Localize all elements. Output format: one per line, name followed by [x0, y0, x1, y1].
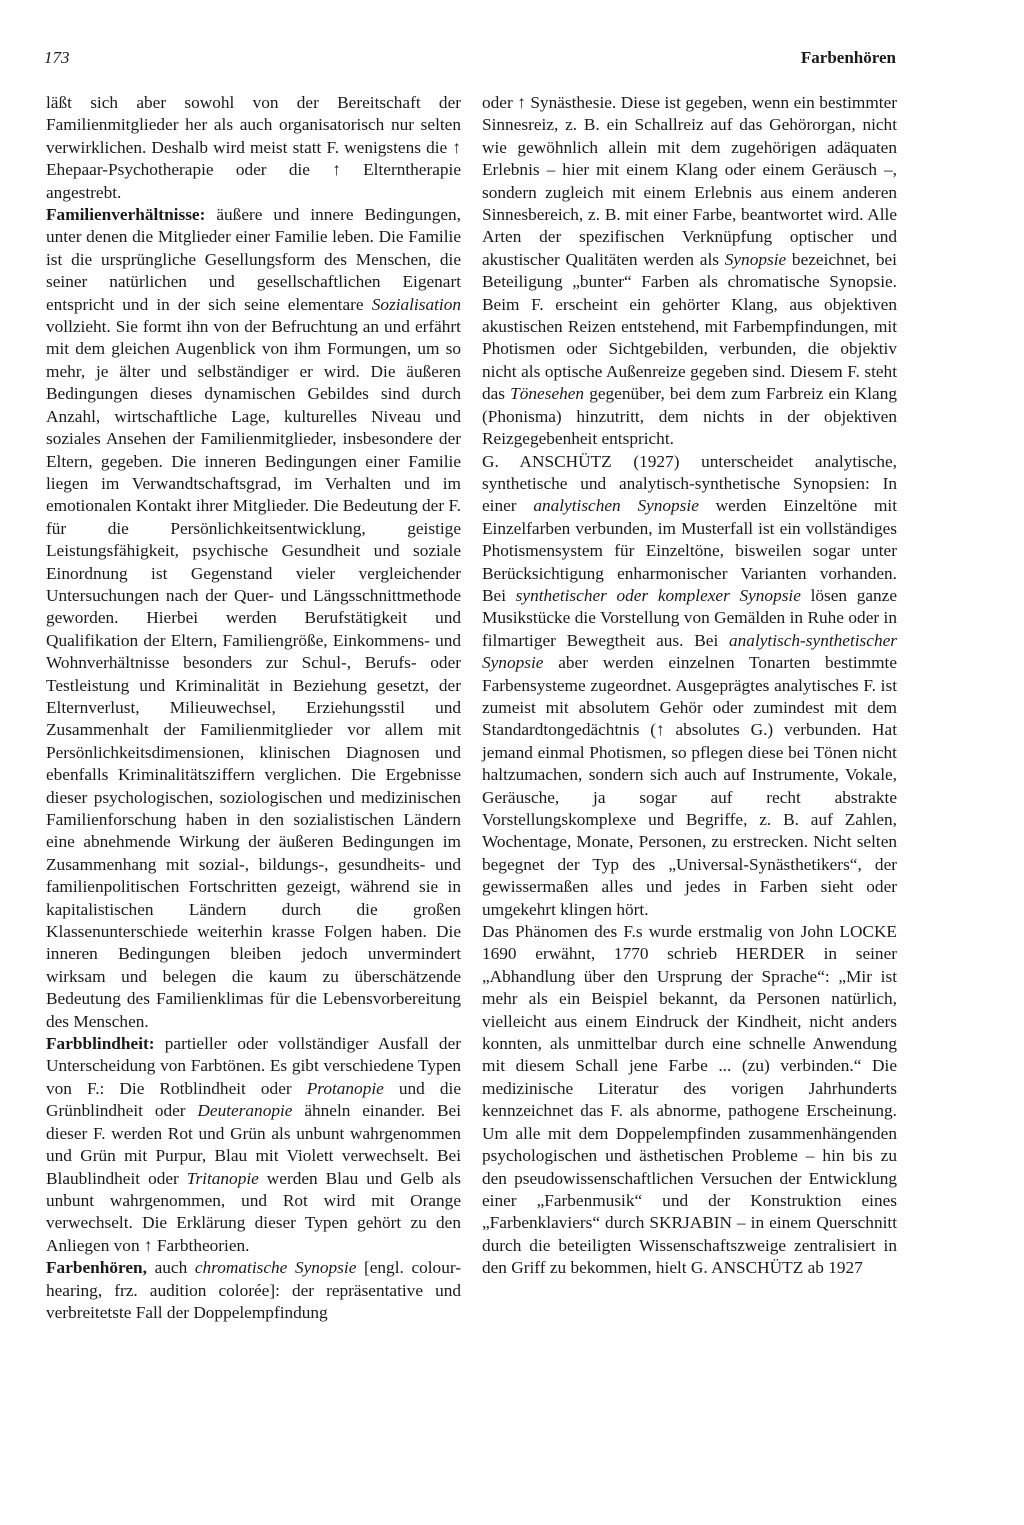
entry-term: Farbenhören,: [46, 1258, 147, 1278]
italic-term: Sozialisation: [371, 294, 461, 314]
italic-term: analytisch-synthetischer Synopsie: [482, 630, 897, 673]
text-run: vollzieht. Sie formt ihn von der Befruchtung an und erfährt mit dem gleichen Augenblick von ihm Formungen, um so mehr, je älter und selbständiger er wird. Die äußeren Bedingungen dieses dynamischen Gebildes sind durch Anzahl, wirtschaftliche Lage, kulturelles Niveau und soziales Ansehen der Familienmitglieder, insbesondere der Eltern, gegeben. Die inneren Bedingungen einer Familie liegen im Verwandtschaftsgrad, im Verhalten und im emotionalen Kontakt ihrer Mitglieder. Die Bedeutung der F. für die Persönlichkeitsentwicklung, geistige Leistungsfähigkeit, psychische Gesundheit und soziale Einordnung ist Gegenstand vieler vergleichender Untersuchungen nach der Quer- und Längsschnittmethode geworden. Hierbei werden Berufstätigkeit und Qualifikation der Eltern, Familiengröße, Einkommens- und Wohnverhältnisse besonders zur Schul-, Berufs- oder Testleistung und Kriminalität in Beziehung gesetzt, der Elternverlust, Milieuwechsel, Erziehungsstil und Zusammenhalt der Familienmitglieder vor allem mit Persönlichkeitsdimensionen, klinischen Diagnosen und ebenfalls Kriminalitätsziffern verglichen. Die Ergebnisse dieser psychologischen, soziologischen und medizinischen Familienforschung haben in den sozialistischen Ländern eine abnehmende Wirkung der äußeren Bedingungen im Zusammenhang mit sozial-, bildungs-, gesundheits- und familienpolitischen Fortschritten gezeigt, während sie in kapitalistischen Ländern durch die großen Klassenunterschiede weiterhin krasse Folgen haben. Die inneren Bedingungen bleiben jedoch unvermindert wirksam und belegen die kaum zu überschätzende Bedeutung des Familienklimas für die Lebensvorbereitung des Menschen.: [46, 317, 461, 1031]
entry-farbblindheit: [46, 1033, 461, 1257]
paragraph-continuation: [46, 92, 461, 204]
entry-term: Farbblindheit:: [46, 1034, 155, 1054]
text-run: partieller oder vollständiger Ausfall der Unterscheidung von Farbtönen. Es gibt verschiedene Typen von F.: Die Rotblindheit oder: [46, 1034, 461, 1098]
text-run: lösen ganze Musikstücke die Vorstellung von Gemälden in Ruhe oder in filmartiger Bewegtheit aus. Bei: [482, 585, 897, 650]
text-run: auch: [146, 1258, 195, 1278]
text-run: äußere und innere Bedingungen, unter denen die Mitglieder einer Familie leben. Die Familie ist die ursprüngliche Gesellungsform des Menschen, die seiner natürlichen und gesellschaftlichen Eigenart entspricht und in der sich seine elementare: [46, 205, 461, 314]
page-number: 173: [44, 48, 70, 67]
text-run: werden Blau und Gelb als unbunt wahrgenommen, und Rot wird mit Orange verwechselt. Die Erklärung dieser Typen gehört zu den Anliegen von ↑ Farbtheorien.: [46, 1168, 461, 1255]
text-run: gegenüber, bei dem zum Farbreiz ein Klang (Phonisma) hinzutritt, dem nichts in der objektiven Reizgegebenheit entspricht.: [482, 384, 898, 449]
left-column: [46, 92, 461, 1324]
italic-term: analytischen Synopsie: [533, 496, 699, 516]
italic-term: synthetischer oder komplexer Synopsie: [515, 585, 801, 605]
text-run: und die Grünblindheit oder: [46, 1078, 461, 1121]
right-column: [482, 92, 897, 1280]
text-run: oder ↑ Synästhesie. Diese ist gegeben, wenn ein bestimmter Sinnesreiz, z. B. ein Schallreiz auf das Gehörorgan, nicht wie gewöhnlich allein mit dem zugehörigen adäquaten Erlebnis – hier mit einem Klang oder einem Geräusch –, sondern zugleich mit einem Erlebnis aus einem anderen Sinnesbereich, z. B. mit einer Farbe, beantwortet wird. Alle Arten der spezifischen Verknüpfung optischer und akustischer Qualitäten werden als: [482, 93, 897, 269]
entry-farbenhoeren: [46, 1257, 461, 1324]
paragraph-history: [482, 921, 897, 1280]
text-run: läßt sich aber sowohl von der Bereitschaft der Familienmitglieder her als auch organisatorisch nur selten verwirklichen. Deshalb wird meist statt F. wenigstens die ↑ Ehepaar-Psychotherapie oder die ↑ Elterntherapie angestrebt.: [46, 93, 461, 202]
italic-term: chromatische Synopsie: [194, 1258, 357, 1278]
running-head: Farbenhören: [800, 48, 896, 67]
text-run: Das Phänomen des F.s wurde erstmalig von John LOCKE 1690 erwähnt, 1770 schrieb HERDER in seiner „Abhandlung über den Ursprung der Sprache“: „Mir ist mehr als ein Beispiel bekannt, da Personen natürlich, vielleicht aus einem Eindruck der Kindheit, nicht anders konnten, als unmittelbar durch eine schnelle Anwendung mit diesem Schall jene Farbe ... (zu) verbinden.“ Die medizinische Literatur des vorigen Jahrhunderts kennzeichnet das F. als abnorme, pathogene Erscheinung. Um alle mit dem Doppelempfinden zusammenhängenden psychologischen und ästhetischen Probleme – hin bis zu den pseudowissenschaftlichen Versuchen der Entwicklung einer „Farbenmusik“ und der Konstruktion eines „Farbenklaviers“ durch SKRJABIN – in einem Querschnitt durch die beteiligten Wissenschaftszweige zentralisiert in den Griff zu bekommen, hielt G. ANSCHÜTZ ab 1927: [482, 922, 897, 1278]
italic-term: Synopsie: [724, 249, 787, 269]
text-run: aber werden einzelnen Tonarten bestimmte Farbensysteme zugeordnet. Ausgeprägtes analytisches F. ist zumeist mit absolutem Gehör oder zumindest mit dem Standardtongedächtnis (↑ absolutes G.) verbunden. Hat jemand einmal Photismen, so pflegen diese bei Tönen nicht haltzumachen, sondern sich auch auf Instrumente, Vokale, Geräusche, ja sogar auf recht abstrakte Vorstellungskomplexe und Begriffe, z. B. auf Zahlen, Wochentage, Monate, Personen, zu erstrecken. Nicht selten begegnet der Typ des „Universal-Synästhetikers“, der gewissermaßen alles und jedes in Farben sieht oder umgekehrt klingen hört.: [482, 653, 897, 919]
italic-term: Deuteranopie: [197, 1101, 293, 1121]
entry-term: Familienverhältnisse:: [46, 205, 206, 225]
italic-term: Tönesehen: [510, 384, 585, 404]
text-run: werden Einzeltöne mit Einzelfarben verbunden, im Musterfall ist ein vollständiges Photismensystem für Einzeltöne, bisweilen sogar unter Berücksichtigung enharmonischer Varianten vorhanden. Bei: [482, 496, 898, 605]
entry-familienverhaeltnisse: [46, 204, 461, 1033]
text-run: [engl. colour-hearing, frz. audition colorée]: der repräsentative und verbreitetste Fall der Doppelempfindung: [46, 1258, 462, 1322]
italic-term: Tritanopie: [186, 1168, 259, 1188]
text-run: bezeichnet, bei Beteiligung „bunter“ Farben als chromatische Synopsie. Beim F. erscheint ein gehörter Klang, aus objektiven akustischen Reizen entstehend, mit Farbempfindungen, mit Photismen oder Sichtgebilden, verbunden, die objektiv nicht als optische Außenreize gegeben sind. Diesem F. steht das: [482, 249, 897, 404]
paragraph-anschuetz: [482, 451, 897, 922]
italic-term: Protanopie: [306, 1078, 384, 1098]
paragraph-synaesthesie: [482, 92, 897, 451]
text-run: ähneln einander. Bei dieser F. werden Rot und Grün als unbunt wahrgenommen und Grün mit Purpur, Blau mit Violett verwechselt. Bei Blaublindheit oder: [46, 1101, 461, 1188]
text-run: G. ANSCHÜTZ (1927) unterscheidet analytische, synthetische und analytisch-synthetische Synopsien: In einer: [482, 451, 897, 516]
